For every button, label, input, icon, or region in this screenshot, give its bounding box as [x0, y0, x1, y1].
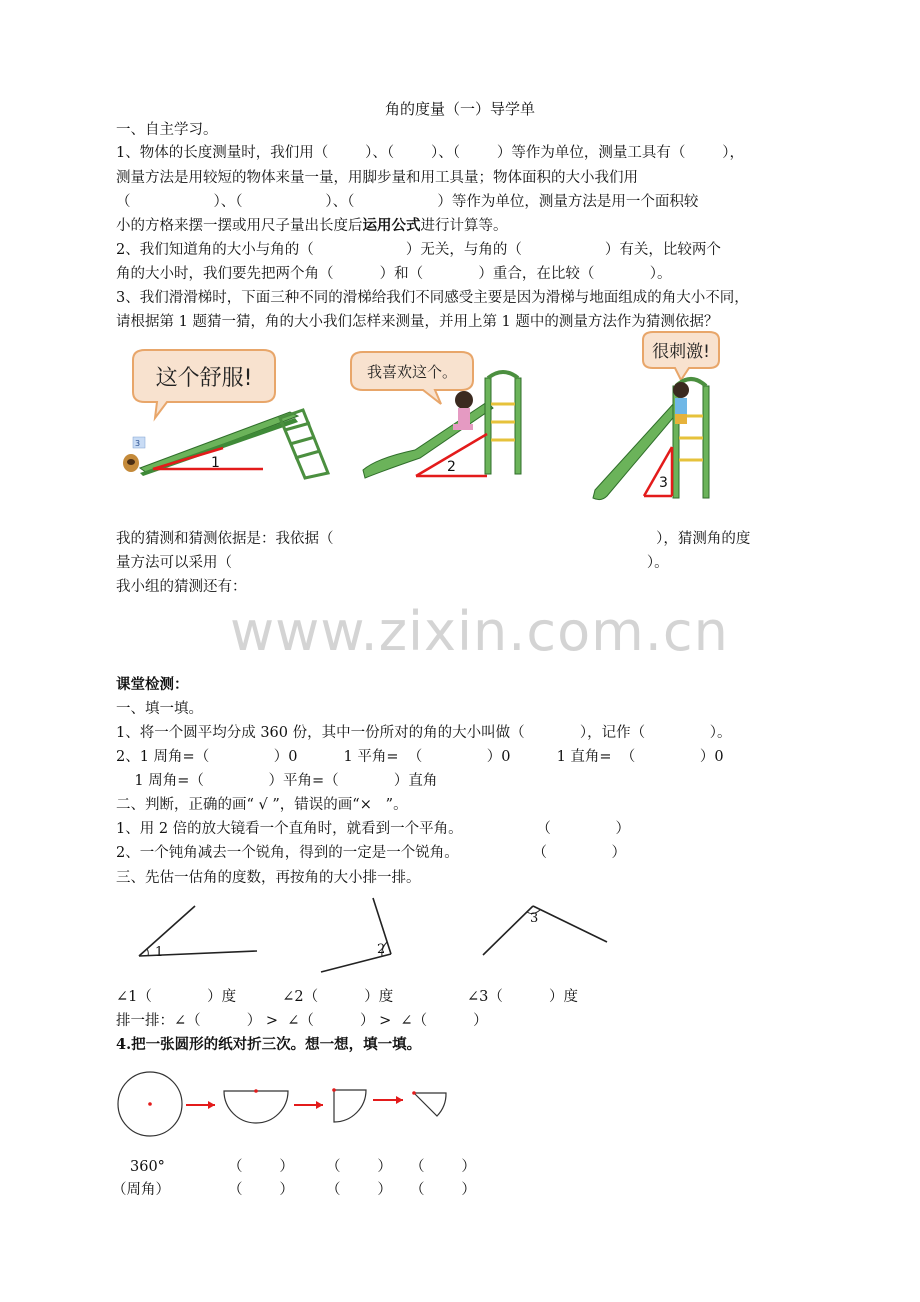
- guess-line-3: 我小组的猜测还有：: [116, 579, 247, 595]
- q3-line-1: 3、我们滑滑梯时，下面三种不同的滑梯给我们不同感受主要是因为滑梯与地面组成的角大小不同，: [116, 290, 749, 306]
- eighth-circle: [414, 1093, 446, 1116]
- estimate-heading: 三、先估一估角的度数，再按角的大小排一排。: [116, 870, 421, 886]
- fill-q1: 1、将一个圆平均分成 360 份，其中一份所对的角的大小叫做（ ），记作（ ）。: [116, 725, 732, 741]
- q1-tail-text: 进行计算等。: [420, 218, 508, 234]
- q3-line-2: 请根据第 1 题猜一猜，角的大小我们怎样来测量，并用上第 1 题中的测量方法作为猜测依据？: [116, 314, 719, 330]
- q1-bold-text: 运用公式: [362, 217, 421, 234]
- q2-line-1: 2、我们知道角的大小与角的（ ）无关，与角的（ ）有关，比较两个: [116, 242, 721, 258]
- fill-heading: 一、填一填。: [116, 701, 203, 717]
- judge-q2: 2、一个钝角减去一个锐角，得到的一定是一个锐角。 （ ）: [116, 845, 626, 861]
- fold-row2-label: （周角）: [112, 1182, 170, 1198]
- tag-label: 3: [135, 439, 141, 448]
- q1-line-1: 1、物体的长度测量时，我们用（ ）、（ ）、（ ）等作为单位，测量工具有（ ），: [116, 145, 744, 161]
- fold-row2-blank-2: （ ）: [326, 1182, 392, 1198]
- q1-line-4-text: 小的方格来摆一摆或用尺子量出长度后: [116, 218, 363, 234]
- angle-1-label: 1: [155, 945, 164, 960]
- angles-figure: [115, 890, 625, 980]
- slides-illustration: [115, 330, 755, 510]
- angle-2: [321, 898, 391, 972]
- fold-heading: 4.把一张圆形的纸对折三次。想一想，填一填。: [116, 1036, 422, 1053]
- watermark: www.zixin.com.cn: [230, 600, 729, 663]
- degrees-line: ∠1（ ）度 ∠2（ ）度 ∠3（ ）度: [116, 989, 578, 1005]
- slide-1: [123, 350, 328, 478]
- bubble-2-text: 我喜欢这个。: [366, 363, 458, 381]
- q1-line-2: 测量方法是用较短的物体来量一量，用脚步量和用工具量；物体面积的大小我们用: [116, 170, 638, 186]
- q1-line-4: [116, 216, 508, 236]
- slide-angle-3-label: 3: [659, 475, 668, 491]
- slide-3: [593, 332, 719, 500]
- quarter-circle: [334, 1090, 366, 1122]
- q2-line-2: 角的大小时，我们要先把两个角（ ）和（ ）重合，在比较（ ）。: [116, 266, 672, 282]
- judge-q1: 1、用 2 倍的放大镜看一个直角时，就看到一个平角。 （ ）: [116, 821, 630, 837]
- angle-3-label: 3: [530, 911, 539, 926]
- angle-3: [483, 906, 607, 955]
- slide-angle-2-label: 2: [447, 459, 456, 475]
- slide-2: [351, 352, 521, 478]
- guess-line-2: 量方法可以采用（ ）。: [116, 555, 669, 571]
- angle-1: [139, 906, 257, 960]
- q1-line-3: （ ）、（ ）、（ ）等作为单位，测量方法是用一个面积较: [116, 194, 699, 210]
- section-self-study-heading: 一、自主学习。: [116, 122, 218, 138]
- fold-row2-blank-1: （ ）: [228, 1182, 294, 1198]
- half-circle: [224, 1091, 288, 1123]
- fold-row1-label: 360°: [130, 1159, 165, 1175]
- fold-row1-blank-3: （ ）: [410, 1159, 476, 1175]
- fold-row1-blank-1: （ ）: [228, 1159, 294, 1175]
- fill-q2: 2、1 周角=（ ）0 1 平角= （ ）0 1 直角= （ ）0: [116, 749, 724, 765]
- guess-line-1: 我的猜测和猜测依据是：我依据（ ），猜测角的度: [116, 531, 751, 547]
- order-line: 排一排：∠（ ） > ∠（ ） > ∠（ ）: [116, 1013, 488, 1029]
- angle-2-label: 2: [377, 942, 386, 957]
- judge-heading: 二、判断，正确的画“ √ ”，错误的画“× ”。: [116, 797, 408, 813]
- fold-row2-blank-3: （ ）: [410, 1182, 476, 1198]
- fold-row1-blank-2: （ ）: [326, 1159, 392, 1175]
- class-check-heading: 课堂检测：: [116, 676, 189, 693]
- folding-figure: [112, 1068, 462, 1148]
- fill-q3: 1 周角=（ ）平角=（ ）直角: [116, 773, 438, 789]
- bubble-3-text: 很刺激!: [652, 342, 710, 362]
- slide-angle-1-label: 1: [211, 455, 220, 471]
- bubble-1-text: 这个舒服!: [155, 366, 253, 391]
- page-title: 角的度量（一）导学单: [384, 100, 535, 118]
